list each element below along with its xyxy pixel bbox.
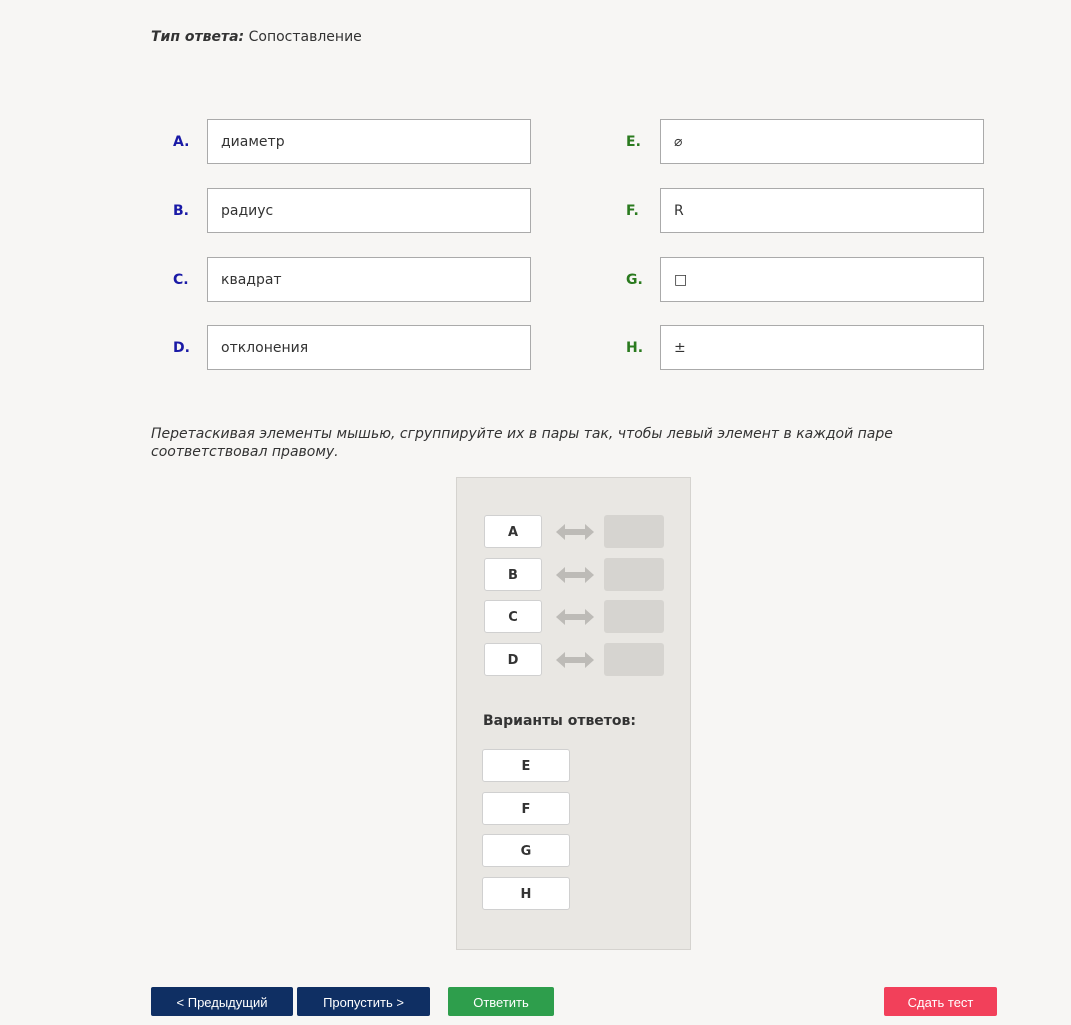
variants-title: Варианты ответов:	[483, 713, 636, 729]
double-arrow-icon	[556, 567, 594, 583]
drop-target[interactable]	[604, 600, 664, 633]
left-letter: A.	[173, 134, 190, 150]
answer-type	[151, 29, 362, 45]
match-slot-row	[484, 600, 666, 634]
drop-target[interactable]	[604, 558, 664, 591]
right-letter: F.	[626, 203, 639, 219]
instruction-text: Перетаскивая элементы мышью, сгруппируйте их в пары так, чтобы левый элемент в каждой паре соответствовал правому.	[151, 426, 893, 460]
match-slot-row	[484, 643, 666, 677]
right-letter: G.	[626, 272, 643, 288]
right-item-box: ±	[660, 325, 984, 370]
match-slot-row	[484, 515, 666, 549]
right-item-box: R	[660, 188, 984, 233]
answer-type-label: Тип ответа:	[151, 29, 245, 45]
skip-button[interactable]: Пропустить >	[297, 987, 430, 1016]
variant-e[interactable]: E	[482, 749, 570, 782]
answer-type-value: Сопоставление	[248, 29, 362, 45]
previous-button[interactable]: < Предыдущий	[151, 987, 293, 1016]
submit-test-button[interactable]: Сдать тест	[884, 987, 997, 1016]
left-letter: C.	[173, 272, 189, 288]
right-item-box: ⌀	[660, 119, 984, 164]
slot-key: A	[484, 515, 542, 548]
right-letter: H.	[626, 340, 644, 356]
match-slot-row	[484, 558, 666, 592]
variant-g[interactable]: G	[482, 834, 570, 867]
variant-f[interactable]: F	[482, 792, 570, 825]
left-letter: D.	[173, 340, 190, 356]
answer-button[interactable]: Ответить	[448, 987, 554, 1016]
drag-drop-panel	[456, 477, 691, 950]
left-item-box: радиус	[207, 188, 531, 233]
slot-key: D	[484, 643, 542, 676]
slot-key: B	[484, 558, 542, 591]
drop-target[interactable]	[604, 515, 664, 548]
right-letter: E.	[626, 134, 641, 150]
double-arrow-icon	[556, 524, 594, 540]
double-arrow-icon	[556, 652, 594, 668]
variant-h[interactable]: H	[482, 877, 570, 910]
left-item-box: отклонения	[207, 325, 531, 370]
left-item-box: диаметр	[207, 119, 531, 164]
slot-key: C	[484, 600, 542, 633]
double-arrow-icon	[556, 609, 594, 625]
right-item-box: □	[660, 257, 984, 302]
left-item-box: квадрат	[207, 257, 531, 302]
drop-target[interactable]	[604, 643, 664, 676]
left-letter: B.	[173, 203, 189, 219]
